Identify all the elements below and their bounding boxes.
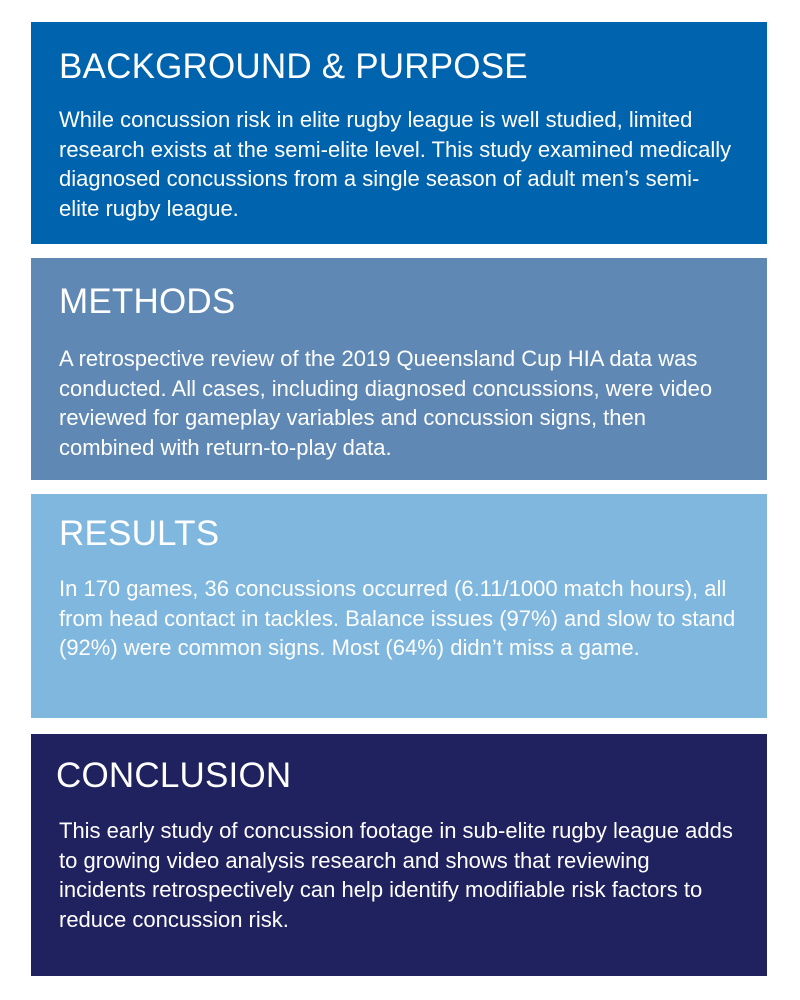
methods-text: A retrospective review of the 2019 Queensland Cup HIA data was conducted. All cases, including diagnosed concussions, were video reviewed for gameplay variables and concussion signs, then combined with return-to-play data. [59, 346, 713, 460]
conclusion-text: This early study of concussion footage in sub-elite rugby league adds to growing video analysis research and shows that reviewing incidents retrospectively can help identify modifiable risk factors to reduce concussion risk. [59, 818, 733, 932]
methods-panel [31, 258, 767, 480]
conclusion-panel [31, 734, 767, 976]
conclusion-heading: CONCLUSION [56, 756, 292, 795]
methods-heading: METHODS [59, 282, 236, 321]
results-heading: RESULTS [59, 514, 220, 553]
results-panel [31, 494, 767, 718]
results-text: In 170 games, 36 concussions occurred (6.11/1000 match hours), all from head contact in tackles. Balance issues (97%) and slow to stand (92%) were common signs. Most (64%) didn’t miss a game. [59, 576, 736, 660]
background-purpose-heading: BACKGROUND & PURPOSE [59, 47, 528, 86]
background-purpose-panel [31, 22, 767, 244]
background-purpose-text: While concussion risk in elite rugby league is well studied, limited research exists at the semi-elite level. This study examined medically diagnosed concussions from a single season of adult men’s semi-elite rugby league. [59, 107, 732, 221]
